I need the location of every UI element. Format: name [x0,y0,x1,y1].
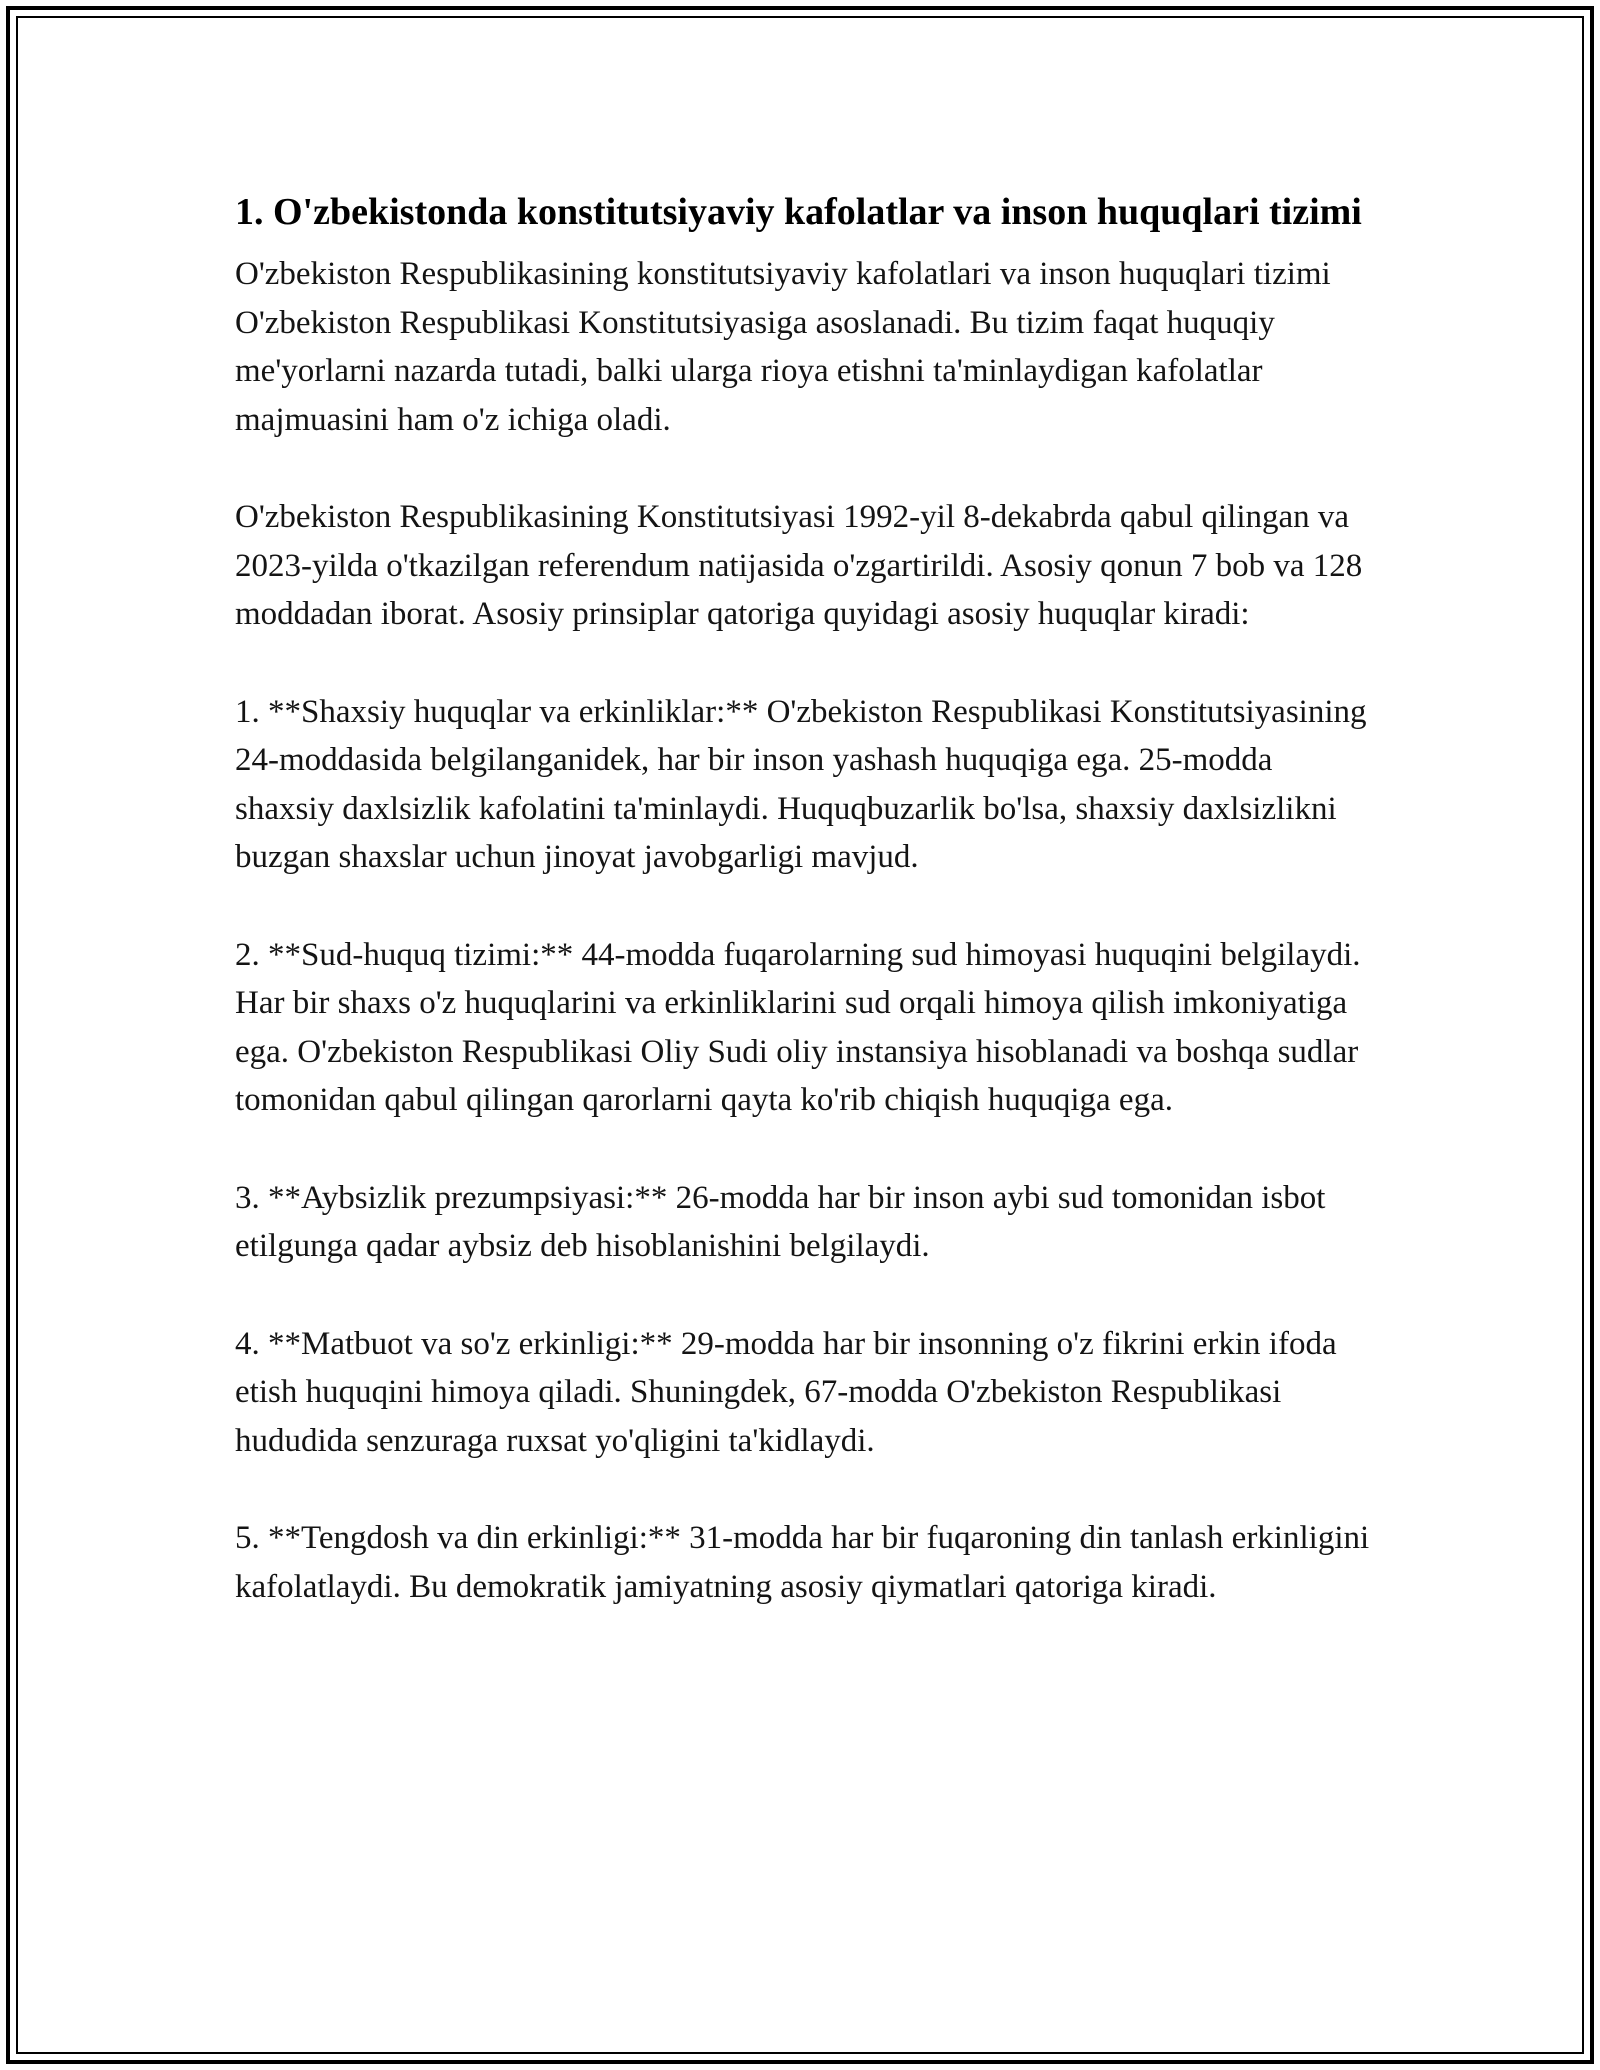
list-item-religious-freedom: 5. **Tengdosh va din erkinligi:** 31-modda har bir fuqaroning din tanlash erkinligini kafolatlaydi. Bu demokratik jamiyatning asosiy qiymatlari qatoriga kiradi. [235,1520,1370,1605]
list-item-presumption-of-innocence: 3. **Aybsizlik prezumpsiyasi:** 26-modda har bir inson aybi sud tomonidan isbot etilgunga qadar aybsiz deb hisoblanishini belgilaydi. [235,1179,1326,1264]
list-item-press-freedom: 4. **Matbuot va so'z erkinligi:** 29-modda har bir insonning o'z fikrini erkin ifoda etish huquqini himoya qiladi. Shuningdek, 67-modda O'zbekiston Respublikasi hududida senzuraga ruxsat yo'qligini ta'kidlaydi. [235,1325,1337,1459]
document-body [235,184,1370,1660]
section-heading: 1. O'zbekistonda konstitutsiyaviy kafolatlar va inson huquqlari tizimi [235,191,1362,233]
list-item-personal-rights: 1. **Shaxsiy huquqlar va erkinliklar:** O'zbekiston Respublikasi Konstitutsiyasining 24-moddasida belgilanganidek, har bir inson yashash huquqiga ega. 25-modda shaxsiy daxlsizlik kafolatini ta'minlaydi. Huquqbuzarlik bo'lsa, shaxsiy daxlsizlikni buzgan shaxslar uchun jinoyat javobgarligi mavjud. [235,693,1367,875]
paragraph-constitution: O'zbekiston Respublikasining Konstitutsiyasi 1992-yil 8-dekabrda qabul qilingan va 2023-yilda o'tkazilgan referendum natijasida o'zgartirildi. Asosiy qonun 7 bob va 128 moddadan iborat. Asosiy prinsiplar qatoriga quyidagi asosiy huquqlar kiradi: [235,499,1363,632]
list-item-judicial-system: 2. **Sud-huquq tizimi:** 44-modda fuqarolarning sud himoyasi huquqini belgilaydi. Har bir shaxs o'z huquqlarini va erkinliklarini sud orqali himoya qilish imkoniyatiga ega. O'zbekiston Respublikasi Oliy Sudi oliy instansiya hisoblanadi va boshqa sudlar tomonidan qabul qilingan qarorlarni qayta ko'rib chiqish huquqiga ega. [235,936,1361,1118]
paragraph-intro: O'zbekiston Respublikasining konstitutsiyaviy kafolatlari va inson huquqlari tizimi O'zbekiston Respublikasi Konstitutsiyasiga asoslanadi. Bu tizim faqat huquqiy me'yorlarni nazarda tutadi, balki ularga rioya etishni ta'minlaydigan kafolatlar majmuasini ham o'z ichiga oladi. [235,256,1331,438]
